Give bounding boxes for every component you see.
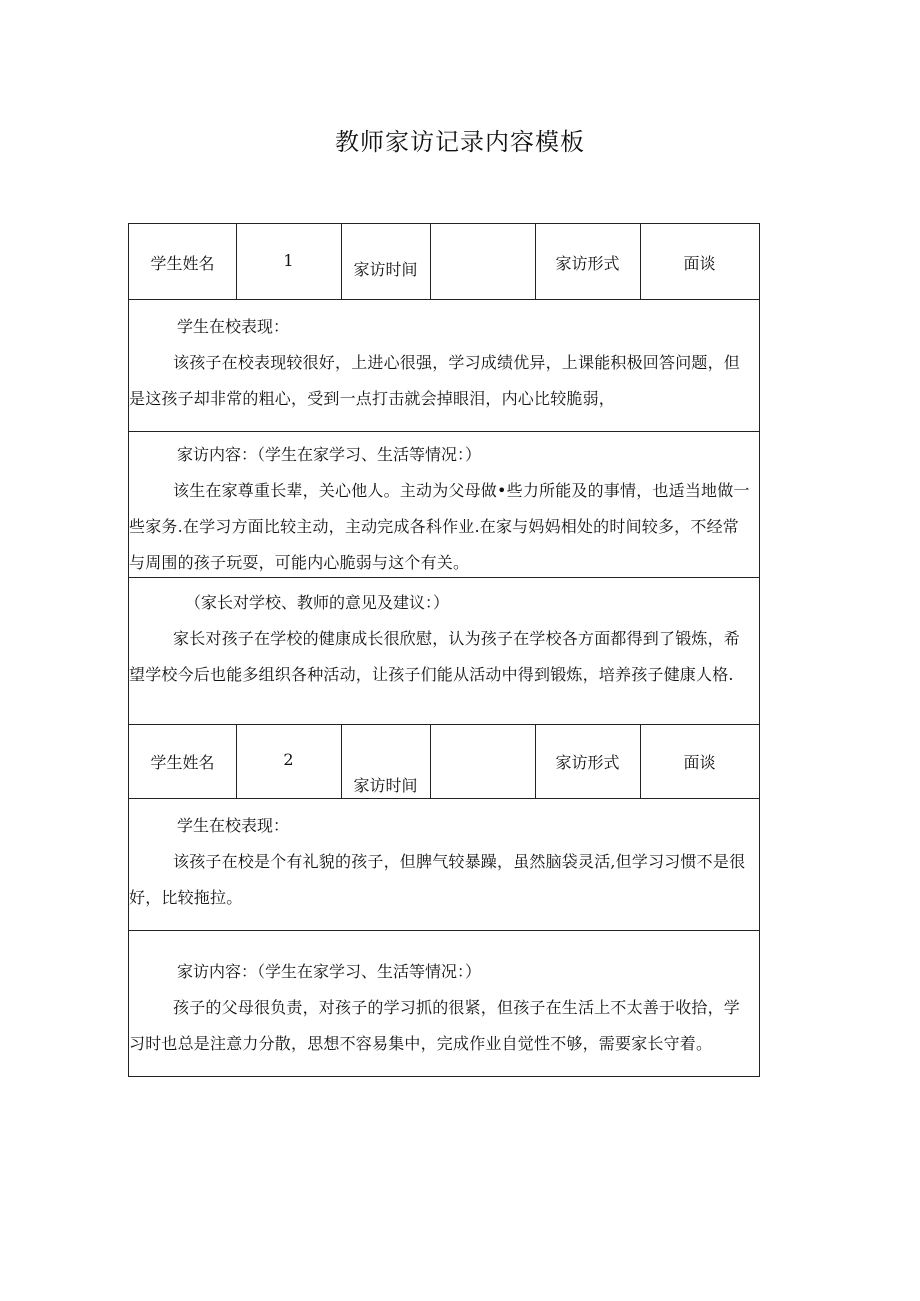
visit-time-label: 家访时间 <box>353 260 418 279</box>
column-divider <box>430 724 431 798</box>
parent-opinion-section <box>129 585 759 693</box>
visit-content-section <box>129 437 759 581</box>
school-performance-label: 学生在校表现： <box>177 317 290 336</box>
visit-time-label: 家访时间 <box>353 776 418 795</box>
student-name-value: 1 <box>283 251 294 270</box>
visit-content-text: 该生在家尊重长辈，关心他人。主动为父母做•些力所能及的事情，也适当地做一些家务.在学习方面比较主动，主动完成各科作业.在家与妈妈相处的时间较多，不经常与周围的孩子玩耍，可能内心脆弱与这个有关。 <box>129 481 750 572</box>
visit-content-text: 孩子的父母很负责，对孩子的学习抓的很紧，但孩子在生活上不太善于收拾，学习时也总是注意力分散，思想不容易集中，完成作业自觉性不够，需要家长守着。 <box>129 998 741 1053</box>
visit-content-section <box>129 954 759 1062</box>
school-performance-section <box>129 808 759 916</box>
visit-record-table <box>128 223 760 1077</box>
visit-form-label: 家访形式 <box>555 254 620 273</box>
row-divider <box>129 577 759 578</box>
school-performance-text: 该孩子在校表现较很好，上进心很强，学习成绩优异，上课能积极回答问题，但是这孩子却非常的粗心，受到一点打击就会掉眼泪，内心比较脆弱， <box>129 353 741 408</box>
student-name-label: 学生姓名 <box>150 753 215 772</box>
parent-opinion-label: （家长对学校、教师的意见及建议：） <box>185 593 450 612</box>
school-performance-label: 学生在校表现： <box>177 816 290 835</box>
parent-opinion-text: 家长对孩子在学校的健康成长很欣慰，认为孩子在学校各方面都得到了锻炼，希望学校今后也能多组织各种活动，让孩子们能从活动中得到锻炼，培养孩子健康人格. <box>129 629 741 684</box>
row-divider <box>129 930 759 931</box>
document-title: 教师家访记录内容模板 <box>335 128 585 156</box>
row-divider <box>129 798 759 799</box>
visit-content-label: 家访内容：（学生在家学习、生活等情况：） <box>177 962 482 981</box>
column-divider <box>430 224 431 299</box>
row-divider <box>129 724 759 725</box>
student-name-label: 学生姓名 <box>150 254 215 273</box>
school-performance-text: 该孩子在校是个有礼貌的孩子，但脾气较暴躁，虽然脑袋灵活,但学习习惯不是很好，比较拖拉。 <box>129 852 746 907</box>
visit-form-value: 面谈 <box>683 753 716 772</box>
visit-form-label: 家访形式 <box>555 753 620 772</box>
row-divider <box>129 431 759 432</box>
row-divider <box>129 299 759 300</box>
visit-content-label: 家访内容：（学生在家学习、生活等情况：） <box>177 445 482 464</box>
school-performance-section <box>129 309 759 417</box>
visit-form-value: 面谈 <box>683 254 716 273</box>
student-name-value: 2 <box>283 750 294 769</box>
